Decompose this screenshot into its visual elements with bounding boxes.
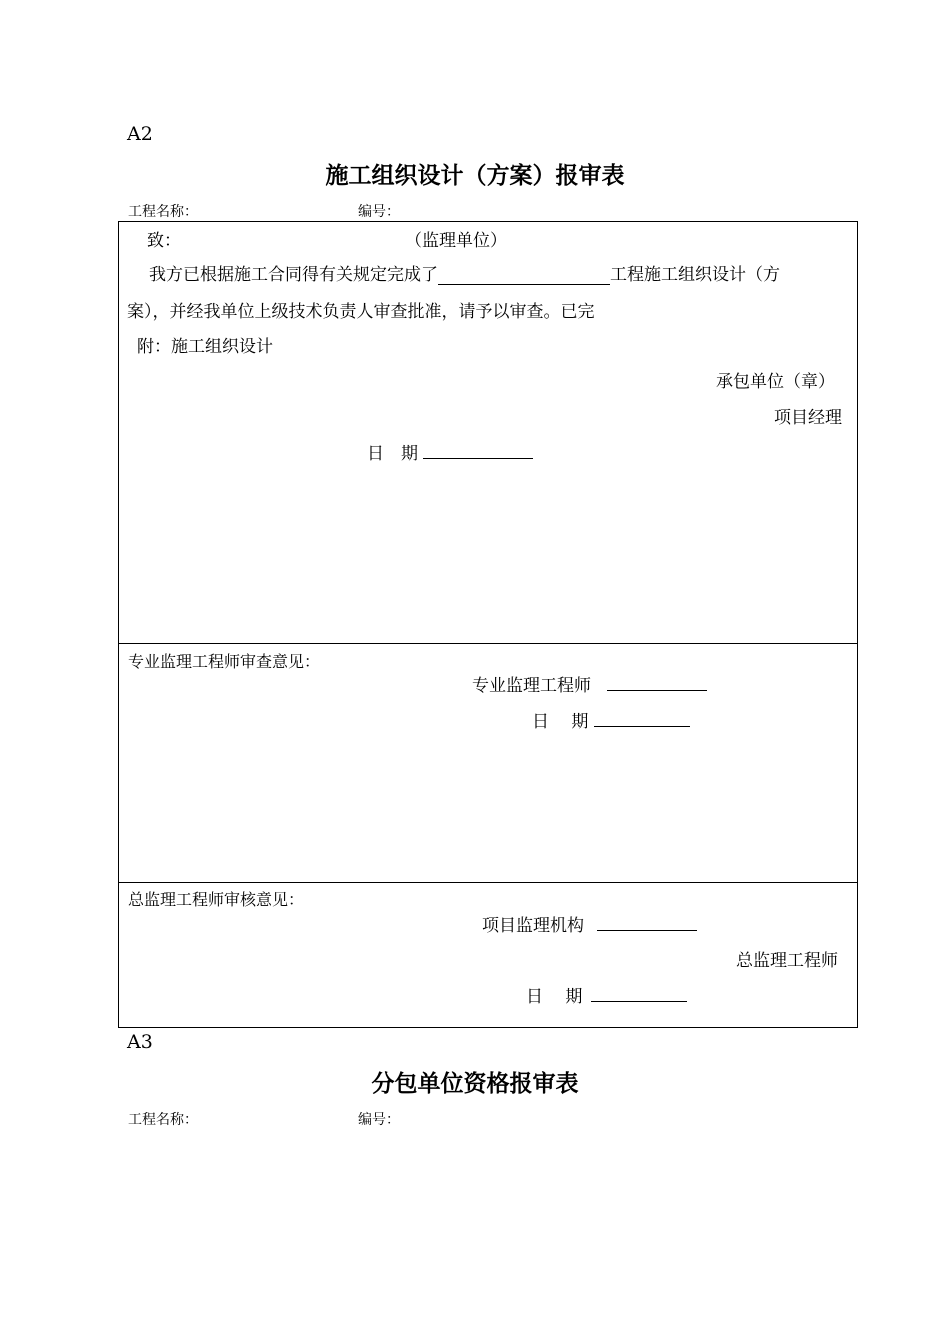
submission-date-blank[interactable]: [423, 458, 533, 459]
project-name-label-a2: 工程名称：: [128, 204, 198, 220]
submission-statement-line1: [149, 260, 780, 285]
submission-date-label: 日 期: [367, 444, 418, 464]
submission-text-part1: 我方已根据施工合同得有关规定完成了: [149, 265, 438, 285]
submission-text-part2: 工程施工组织设计（方: [610, 265, 780, 285]
form-title-a2: 施工组织设计（方案）报审表: [325, 162, 625, 189]
specialist-engineer-signature-blank[interactable]: [607, 690, 707, 691]
specialist-date-blank[interactable]: [594, 726, 690, 727]
form-table-a2: [118, 221, 858, 1028]
form-code-a3: A3: [127, 1031, 153, 1053]
contractor-seal-label: 承包单位（章）: [716, 372, 835, 392]
attachment-label: 附：施工组织设计: [137, 337, 273, 357]
specialist-review-label: 专业监理工程师审查意见：: [128, 652, 321, 671]
number-label-a2: 编号：: [358, 204, 400, 220]
project-name-label-a3: 工程名称：: [128, 1112, 198, 1128]
supervisor-unit-label: （监理单位）: [405, 231, 507, 251]
section-divider-2: [119, 882, 857, 883]
specialist-date-label: 日 期: [532, 712, 589, 732]
specialist-engineer-label: 专业监理工程师: [472, 676, 591, 696]
section-divider-1: [119, 643, 857, 644]
form-code-a2: A2: [127, 123, 153, 145]
project-manager-label: 项目经理: [774, 408, 842, 428]
number-label-a3: 编号：: [358, 1112, 400, 1128]
to-label: 致：: [147, 231, 181, 251]
chief-review-label: 总监理工程师审核意见：: [128, 890, 305, 909]
submission-statement-line2: 案），并经我单位上级技术负责人审查批准，请予以审查。已完: [127, 302, 595, 322]
project-name-blank[interactable]: [438, 266, 610, 285]
form-title-a3: 分包单位资格报审表: [371, 1070, 579, 1097]
chief-engineer-label: 总监理工程师: [736, 951, 838, 971]
project-supervision-org-blank[interactable]: [597, 930, 697, 931]
project-supervision-org-label: 项目监理机构: [482, 916, 584, 936]
chief-date-blank[interactable]: [591, 1001, 687, 1002]
chief-date-label: 日 期: [526, 987, 583, 1007]
